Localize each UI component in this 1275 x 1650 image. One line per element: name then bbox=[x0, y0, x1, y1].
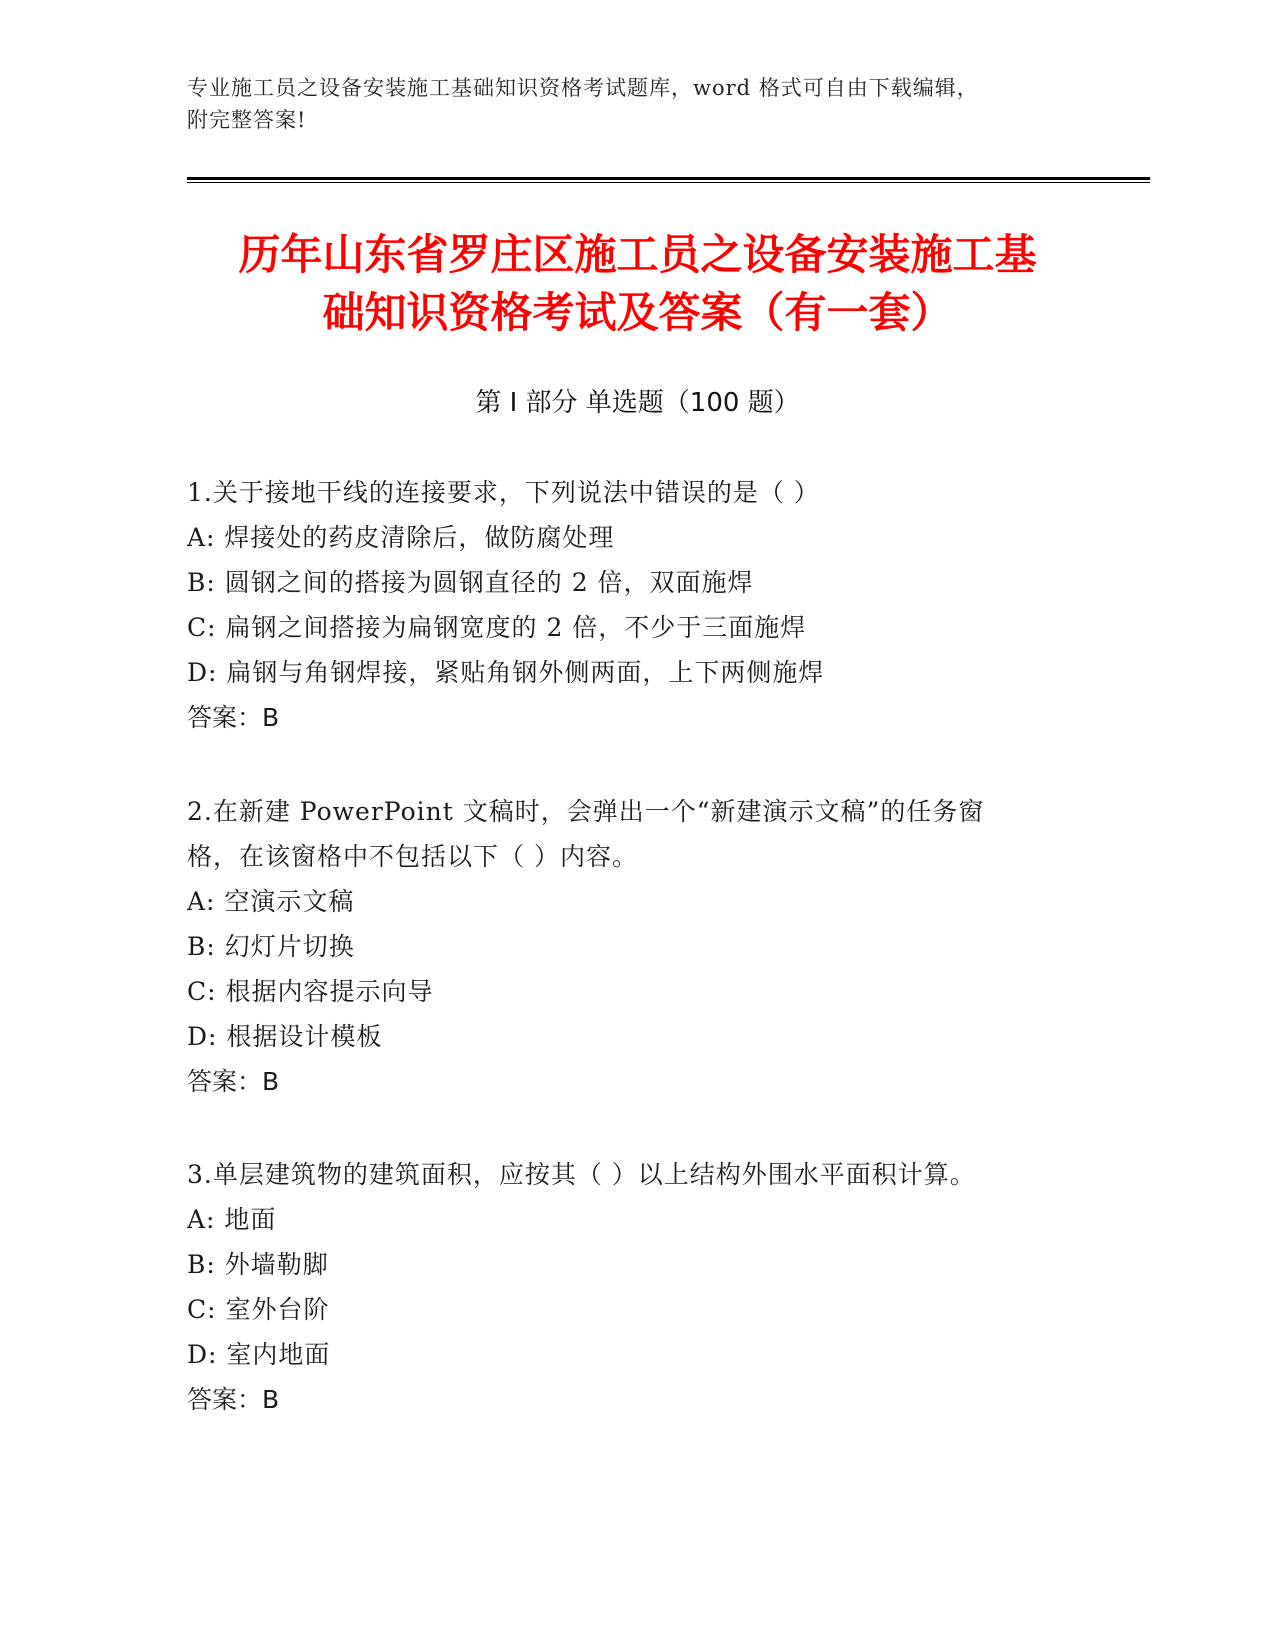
question-option-d: D: 室内地面 bbox=[187, 1340, 331, 1369]
header-note-line: 附完整答案! bbox=[187, 108, 307, 132]
header-divider-thin bbox=[187, 182, 1150, 183]
section-heading: 第 I 部分 单选题（100 题） bbox=[475, 388, 800, 418]
question-option-b: B: 幻灯片切换 bbox=[187, 932, 355, 961]
question-option-d: D: 扁钢与角钢焊接，紧贴角钢外侧两面，上下两侧施焊 bbox=[187, 658, 825, 687]
header-note bbox=[187, 72, 1087, 136]
question-option-c: C: 扁钢之间搭接为扁钢宽度的 2 倍，不少于三面施焊 bbox=[187, 613, 807, 642]
question-option-a: A: 空演示文稿 bbox=[187, 887, 355, 916]
question-option-b: B: 外墙勒脚 bbox=[187, 1250, 329, 1279]
question-stem: 1.关于接地干线的连接要求，下列说法中错误的是（ ） bbox=[187, 478, 820, 507]
document-title-line: 础知识资格考试及答案（有一套） bbox=[322, 288, 953, 337]
question-option-a: A: 地面 bbox=[187, 1205, 277, 1234]
question-block bbox=[187, 1152, 1087, 1422]
question-option-d: D: 根据设计模板 bbox=[187, 1022, 383, 1051]
question-option-a: A: 焊接处的药皮清除后，做防腐处理 bbox=[187, 523, 615, 552]
question-option-c: C: 根据内容提示向导 bbox=[187, 977, 434, 1006]
question-answer: 答案：B bbox=[187, 1385, 280, 1414]
question-stem: 2.在新建 PowerPoint 文稿时，会弹出一个“新建演示文稿”的任务窗 bbox=[187, 797, 985, 826]
document-title-line: 历年山东省罗庄区施工员之设备安装施工基 bbox=[238, 230, 1037, 279]
question-answer: 答案：B bbox=[187, 703, 280, 732]
question-stem: 3.单层建筑物的建筑面积，应按其（ ）以上结构外围水平面积计算。 bbox=[187, 1160, 976, 1189]
question-stem-continued: 格，在该窗格中不包括以下（ ）内容。 bbox=[187, 842, 638, 871]
question-answer: 答案：B bbox=[187, 1067, 280, 1096]
question-option-c: C: 室外台阶 bbox=[187, 1295, 330, 1324]
question-block bbox=[187, 470, 1087, 740]
question-block bbox=[187, 789, 1087, 1104]
header-divider-thick bbox=[187, 177, 1150, 180]
header-note-line: 专业施工员之设备安装施工基础知识资格考试题库，word 格式可自由下载编辑， bbox=[187, 76, 979, 100]
question-option-b: B: 圆钢之间的搭接为圆钢直径的 2 倍，双面施焊 bbox=[187, 568, 754, 597]
document-title bbox=[150, 226, 1125, 342]
